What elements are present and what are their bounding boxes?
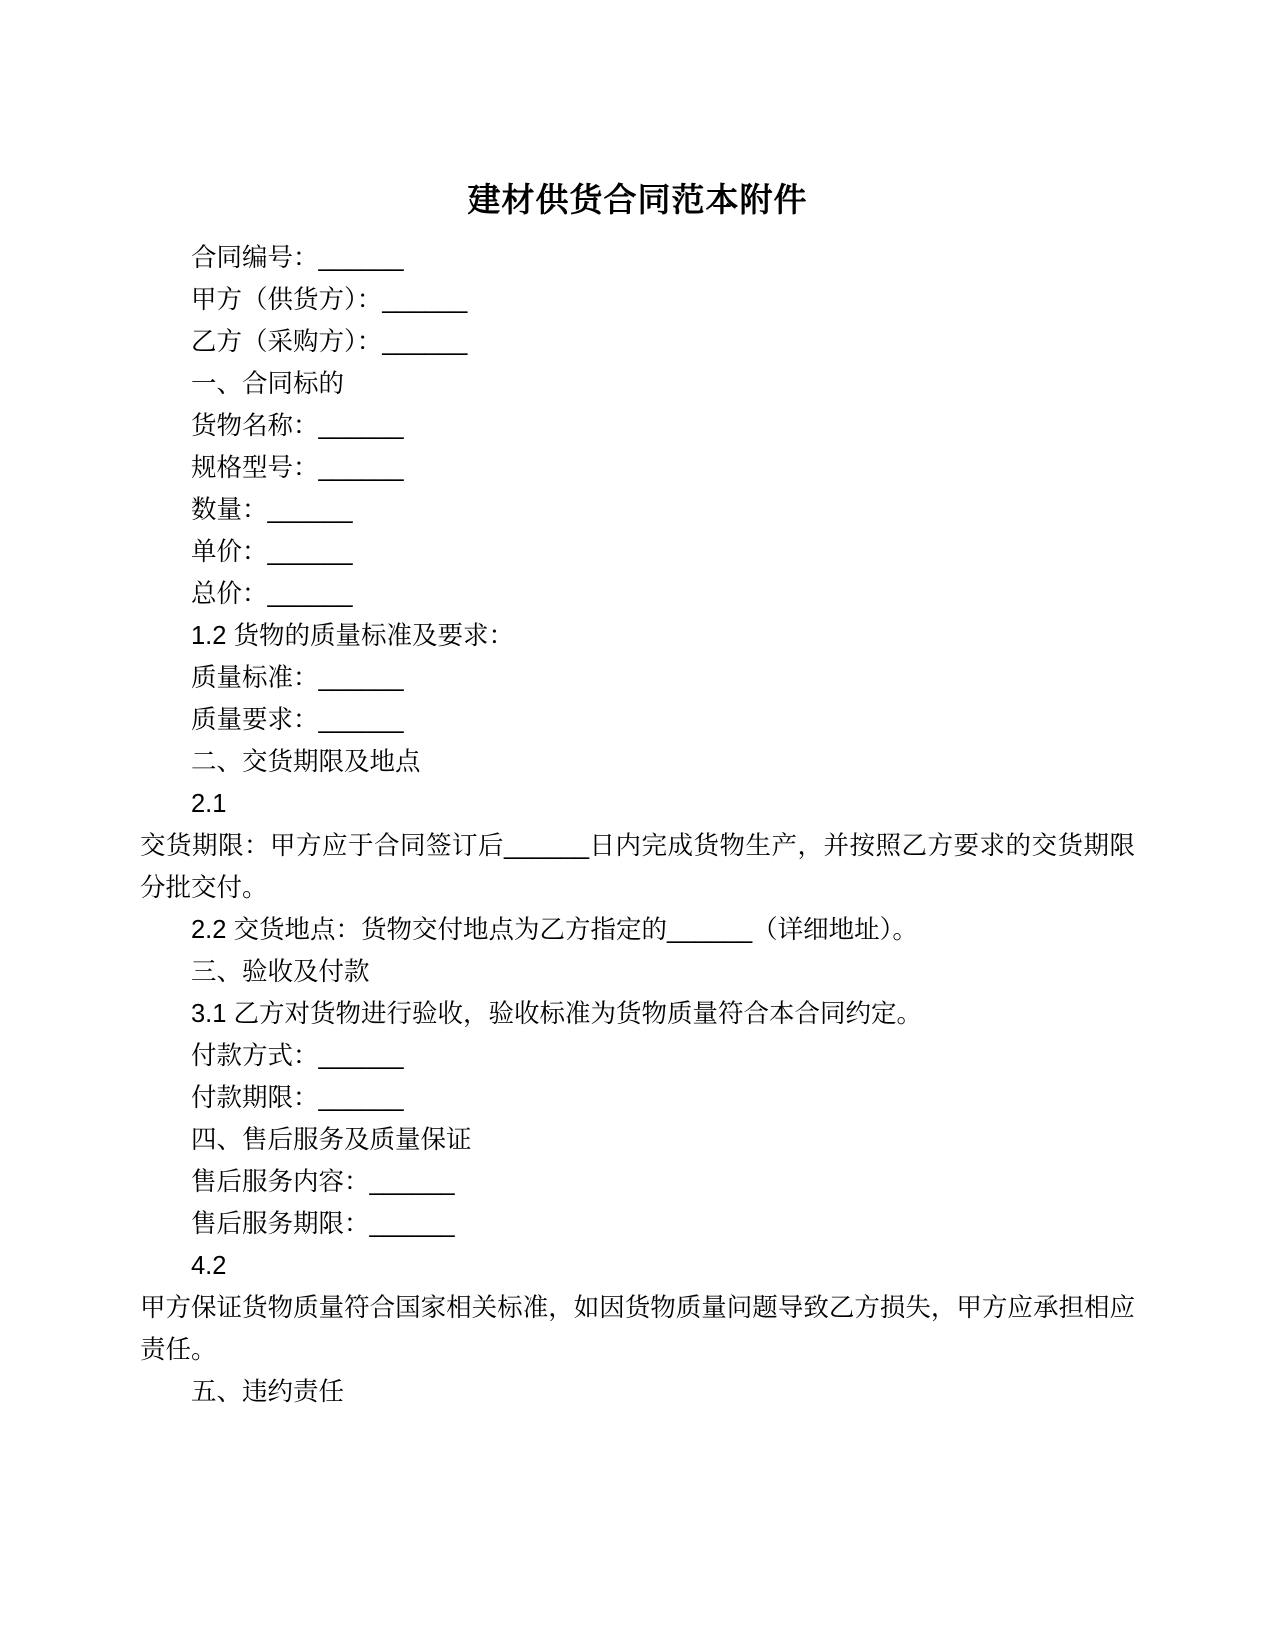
paragraph: 售后服务期限：______ — [191, 1210, 455, 1238]
paragraph: 规格型号：______ — [191, 454, 404, 482]
paragraph: 一、合同标的 — [191, 370, 345, 398]
paragraph: 2.1 — [191, 790, 227, 818]
paragraph: 合同编号：______ — [191, 244, 404, 272]
paragraph: 付款方式：______ — [191, 1042, 404, 1070]
paragraph: 甲方保证货物质量符合国家相关标准，如因货物质量问题导致乙方损失，甲方应承担相应责任。 — [140, 1294, 1135, 1364]
paragraph: 甲方（供货方）：______ — [191, 286, 468, 314]
paragraph: 3.1 乙方对货物进行验收，验收标准为货物质量符合本合同约定。 — [191, 1000, 923, 1028]
paragraph: 1.2 货物的质量标准及要求： — [191, 622, 515, 650]
paragraph: 三、验收及付款 — [191, 958, 370, 986]
paragraph: 数量：______ — [191, 496, 353, 524]
paragraph: 二、交货期限及地点 — [191, 748, 421, 776]
paragraph: 付款期限：______ — [191, 1084, 404, 1112]
paragraph: 总价：______ — [191, 580, 353, 608]
paragraph: 交货期限：甲方应于合同签订后______日内完成货物生产，并按照乙方要求的交货期限分批交付。 — [140, 832, 1135, 902]
paragraph: 售后服务内容：______ — [191, 1168, 455, 1196]
paragraph: 2.2 交货地点：货物交付地点为乙方指定的______（详细地址）。 — [191, 916, 918, 944]
paragraph: 货物名称：______ — [191, 412, 404, 440]
document-title: 建材供货合同范本附件 — [467, 181, 808, 218]
paragraph: 五、违约责任 — [191, 1378, 345, 1406]
paragraph: 单价：______ — [191, 538, 353, 566]
document-body — [140, 237, 1135, 1413]
paragraph: 四、售后服务及质量保证 — [191, 1126, 472, 1154]
paragraph: 质量标准：______ — [191, 664, 404, 692]
paragraph: 4.2 — [191, 1252, 227, 1280]
paragraph: 质量要求：______ — [191, 706, 404, 734]
paragraph: 乙方（采购方）：______ — [191, 328, 468, 356]
